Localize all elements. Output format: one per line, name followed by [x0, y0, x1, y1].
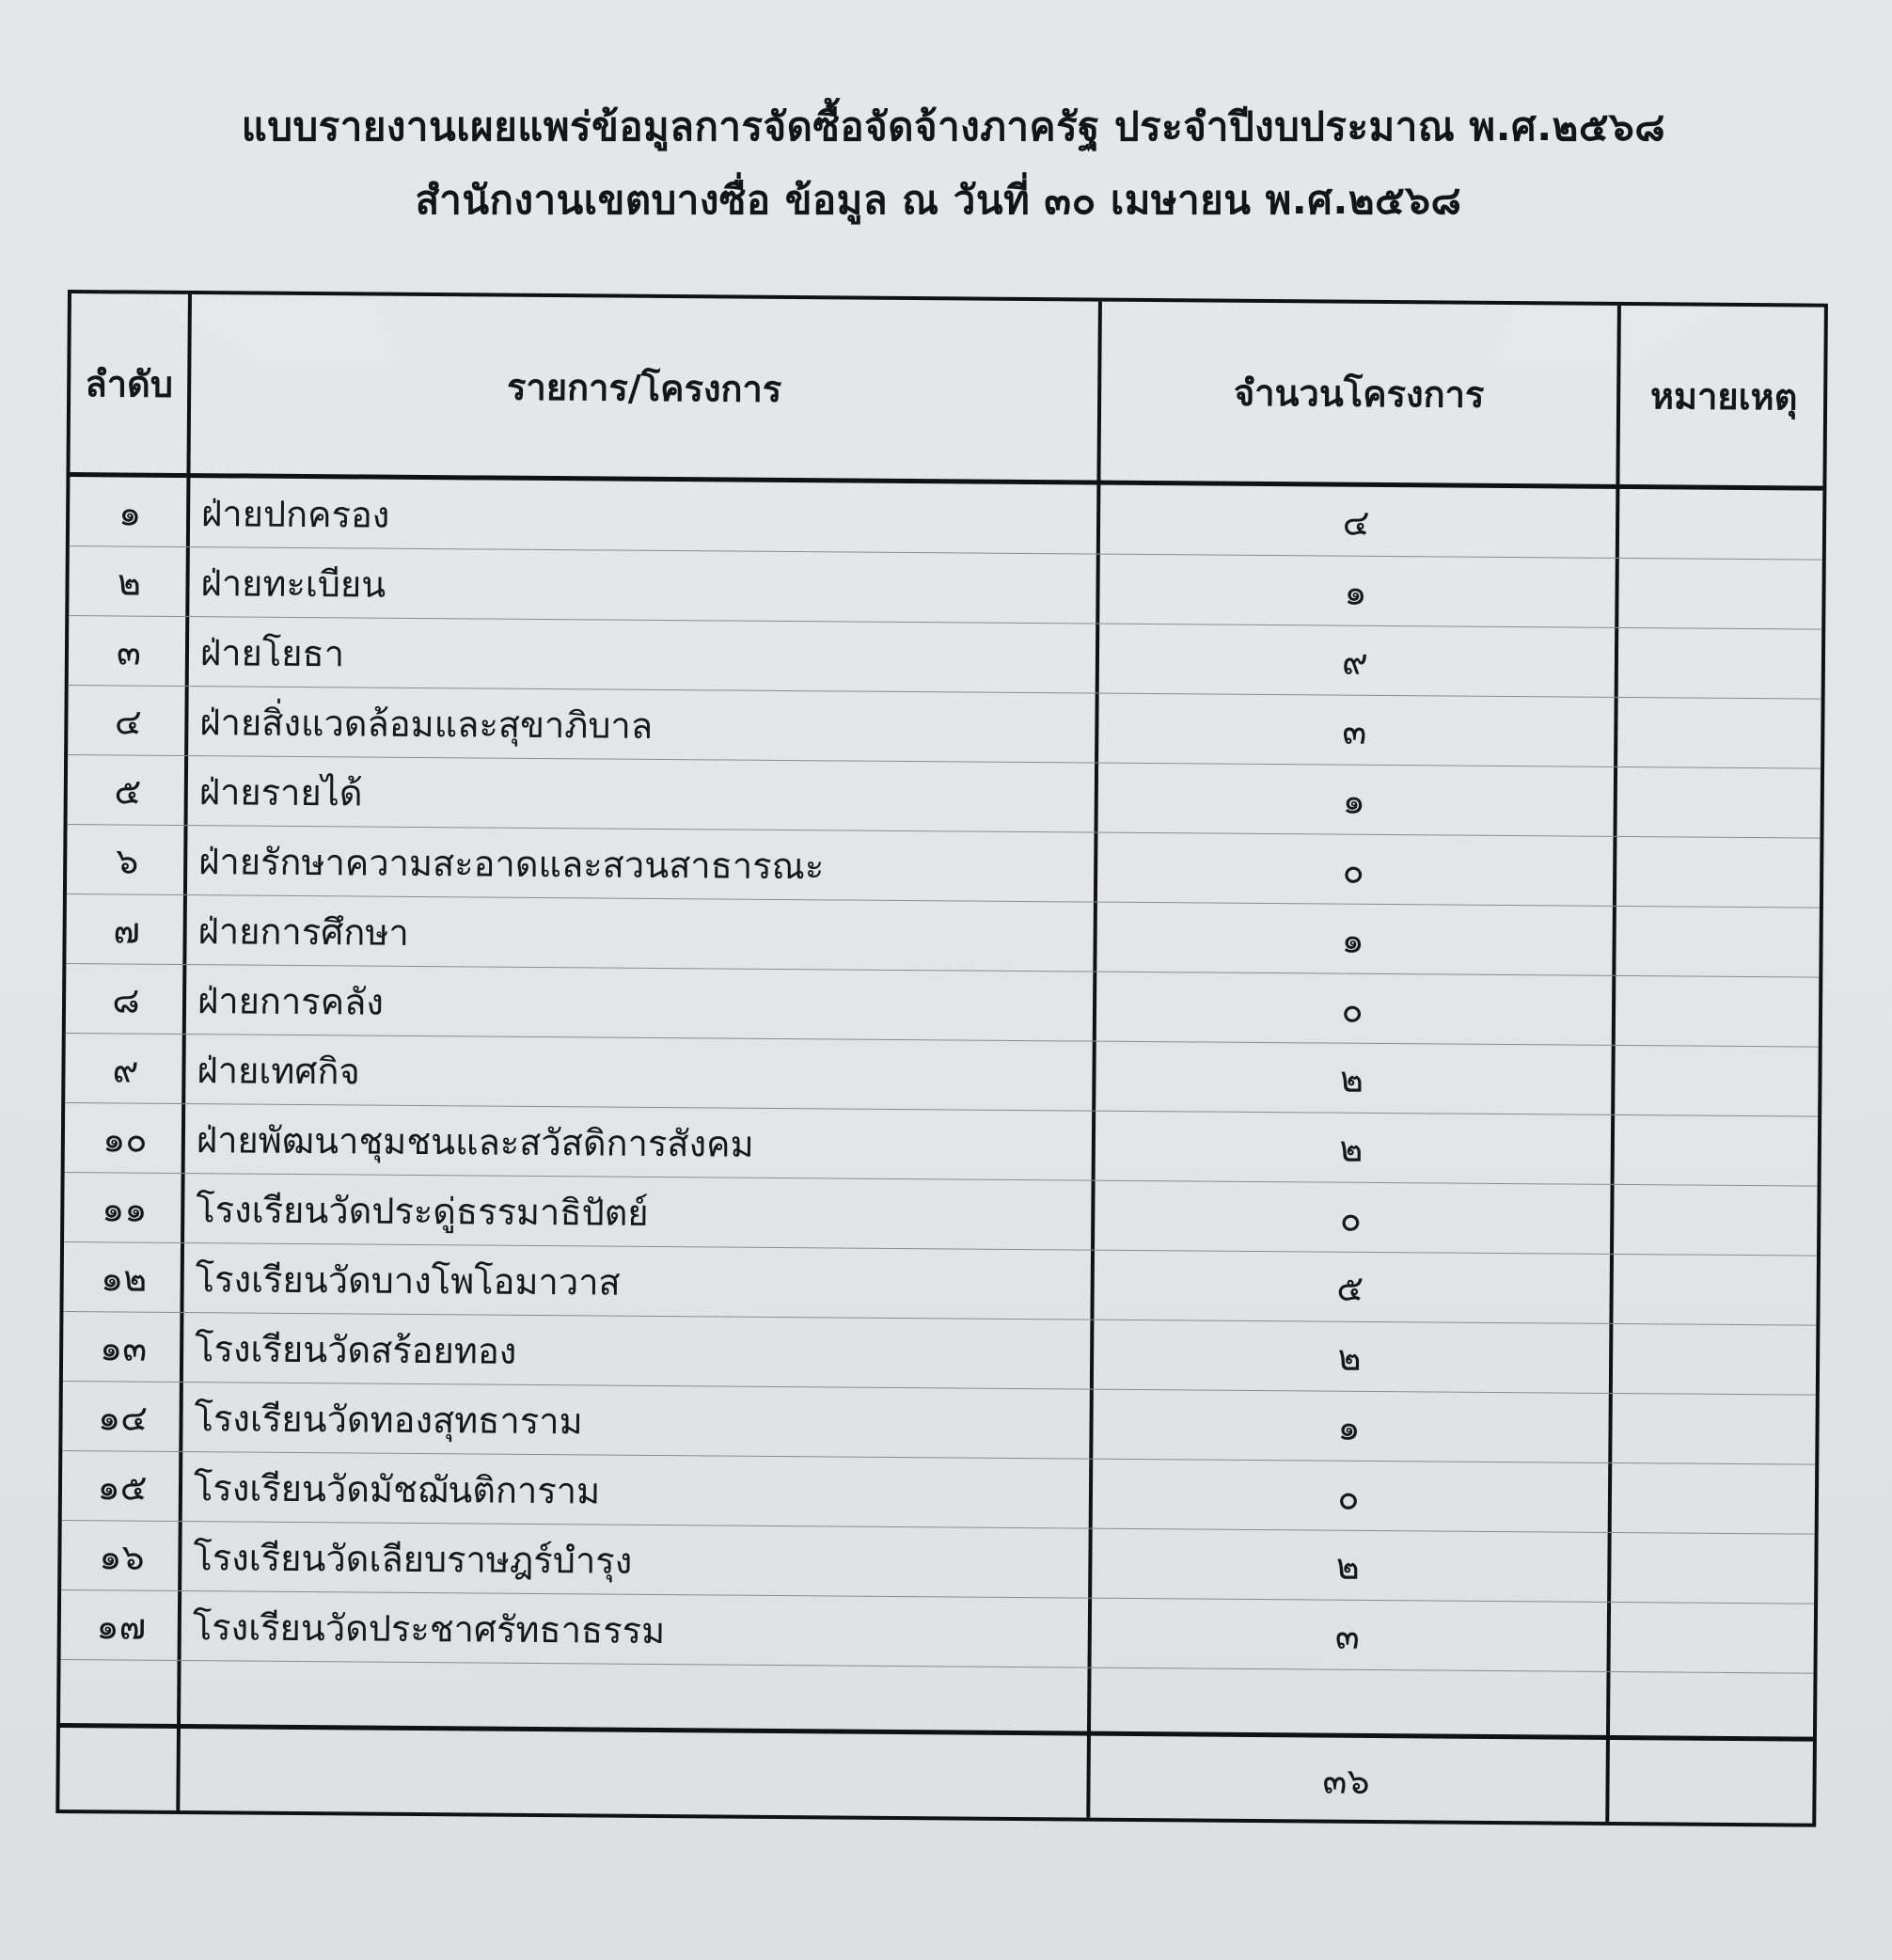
row-no: ๑๕	[97, 1465, 148, 1509]
header-count: จำนวนโครงการ	[1233, 371, 1485, 416]
row-note	[1617, 1185, 1821, 1257]
row-note	[1615, 1603, 1819, 1674]
row-note	[1616, 1463, 1820, 1535]
row-note	[1619, 907, 1823, 978]
row-note	[1622, 559, 1826, 630]
row-no: ๘	[112, 978, 140, 1021]
row-note	[1619, 976, 1823, 1048]
row-count: ๒	[1339, 1128, 1364, 1170]
row-count: ๔	[1342, 501, 1370, 544]
header-item: รายการ/โครงการ	[506, 366, 782, 410]
row-count: ๑	[1342, 780, 1366, 822]
row-item: ฝ่ายสิ่งแวดล้อมและสุขาภิบาล	[199, 701, 654, 747]
row-count: ๑	[1337, 1406, 1361, 1448]
row-no: ๕	[114, 769, 142, 813]
row-note	[1621, 698, 1825, 769]
row-no: ๑๒	[100, 1257, 148, 1300]
row-note	[1618, 1115, 1822, 1187]
row-item: ฝ่ายปกครอง	[200, 492, 390, 536]
row-note	[1616, 1394, 1820, 1465]
row-item: โรงเรียนวัดบางโพโอมาวาส	[195, 1257, 621, 1304]
total-count: ๓๖	[1322, 1760, 1370, 1802]
report-subtitle: สำนักงานเขตบางซื่อ ข้อมูล ณ วันที่ ๓๐ เมษายน พ.ศ.๒๕๖๘	[415, 177, 1462, 223]
row-no: ๖	[115, 839, 139, 882]
row-count: ๐	[1339, 1197, 1363, 1240]
row-count: ๒	[1337, 1336, 1362, 1379]
header-note: หมายเหตุ	[1649, 374, 1798, 418]
row-item: ฝ่ายพัฒนาชุมชนและสวัสดิการสังคม	[196, 1118, 754, 1165]
row-item: โรงเรียนวัดเลียบราษฎร์บำรุง	[193, 1536, 633, 1582]
row-item: ฝ่ายการศึกษา	[197, 909, 409, 954]
row-item: ฝ่ายเทศกิจ	[197, 1049, 360, 1092]
row-item: ฝ่ายการคลัง	[197, 979, 385, 1023]
row-note	[1616, 1324, 1821, 1396]
row-note	[1614, 1672, 1818, 1744]
row-no: ๑๑	[102, 1187, 148, 1230]
row-no: ๒	[117, 561, 142, 604]
row-count: ๙	[1341, 640, 1369, 683]
row-item: โรงเรียนวัดมัชฌันติการาม	[193, 1466, 601, 1511]
header-no: ลำดับ	[85, 362, 174, 405]
row-note	[1622, 628, 1826, 700]
row-no: ๑๔	[97, 1396, 149, 1439]
row-count: ๐	[1342, 849, 1364, 892]
row-item: ฝ่ายโยธา	[199, 631, 345, 674]
report-title: แบบรายงานเผยแพร่ข้อมูลการจัดซื้อจัดจ้างภาครัฐ ประจำปีงบประมาณ พ.ศ.๒๕๖๘	[241, 103, 1666, 150]
row-count	[1093, 1668, 1601, 1742]
total-note	[1613, 1740, 1817, 1827]
row-item: โรงเรียนวัดทองสุทธาราม	[194, 1397, 583, 1442]
row-item: โรงเรียนวัดสร้อยทอง	[194, 1327, 517, 1372]
row-item: โรงเรียนวัดประชาศรัทธาธรรม	[192, 1605, 666, 1652]
row-no: ๑	[118, 491, 142, 534]
row-no: ๓	[116, 630, 142, 673]
row-note	[1623, 489, 1827, 561]
row-note	[1616, 1255, 1821, 1326]
row-no: ๗	[113, 909, 141, 952]
row-count: ๑	[1341, 919, 1364, 961]
procurement-table	[55, 290, 1828, 1827]
row-count: ๐	[1341, 988, 1364, 1031]
row-count: ๒	[1339, 1058, 1364, 1100]
row-no: ๑๖	[99, 1535, 145, 1578]
row-note	[1618, 1046, 1822, 1117]
row-note	[1615, 1533, 1819, 1604]
row-count: ๑	[1344, 571, 1367, 613]
row-count: ๕	[1336, 1267, 1364, 1309]
total-label	[185, 1729, 972, 1821]
row-no: ๑๓	[99, 1326, 148, 1369]
row-item: ฝ่ายรักษาความสะอาดและสวนสาธารณะ	[198, 840, 825, 887]
row-no: ๑๗	[96, 1604, 147, 1648]
row-no: ๑๐	[102, 1117, 148, 1161]
row-item: โรงเรียนวัดประดู่ธรรมาธิปัตย์	[196, 1188, 649, 1234]
row-item: ฝ่ายรายได้	[198, 770, 363, 814]
row-item: ฝ่ายทะเบียน	[200, 561, 386, 606]
row-count: ๓	[1342, 710, 1367, 752]
row-count: ๒	[1335, 1545, 1361, 1588]
row-note	[1620, 767, 1824, 839]
total-no	[63, 1728, 177, 1814]
row-note	[1620, 837, 1824, 909]
row-no	[64, 1660, 178, 1731]
row-count: ๓	[1334, 1615, 1360, 1657]
total-row	[59, 1728, 1813, 1827]
row-count: ๐	[1337, 1476, 1360, 1518]
row-no: ๙	[112, 1048, 139, 1091]
row-no: ๔	[114, 700, 142, 743]
